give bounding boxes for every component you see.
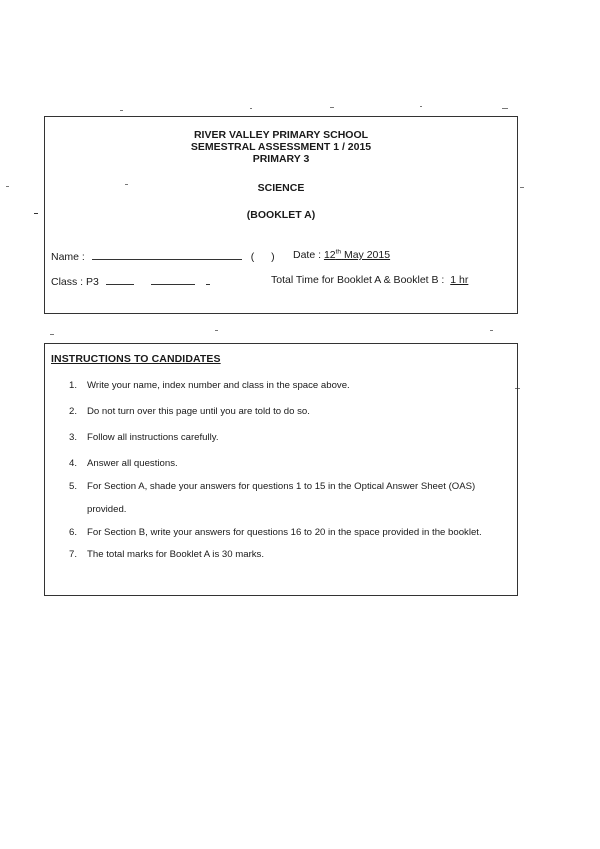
time-label: Total Time for Booklet A & Booklet B : [271,274,445,286]
instruction-item: 1. Write your name, index number and class in the space above. [69,380,350,391]
date-label: Date : [293,249,322,261]
name-blank[interactable] [92,249,242,260]
level-title: PRIMARY 3 [252,153,310,165]
instruction-item: 4. Answer all questions. [69,458,178,469]
index-open-paren: ( [250,251,255,263]
time-field [271,274,468,287]
index-close-paren: ) [271,251,275,263]
school-name: RIVER VALLEY PRIMARY SCHOOL [193,129,369,141]
class-blank-1[interactable] [106,274,134,285]
instruction-item: 3. Follow all instructions carefully. [69,432,219,443]
instruction-item-continued: provided. [87,504,127,515]
instruction-item: 7. The total marks for Booklet A is 30 marks. [69,549,265,560]
date-field [293,249,390,262]
class-label: Class : P3 [51,276,99,288]
instruction-item: 2. Do not turn over this page until you are told to do so. [69,406,310,417]
name-label: Name : [51,251,85,263]
assessment-title: SEMESTRAL ASSESSMENT 1 / 2015 [190,141,372,153]
class-field[interactable] [51,274,210,289]
header-box [44,116,518,314]
instruction-item: 6. For Section B, write your answers for questions 16 to 20 in the space provided in the booklet. [69,527,482,538]
class-blank-3 [206,274,210,285]
instructions-title: INSTRUCTIONS TO CANDIDATES [51,353,221,365]
booklet-title: (BOOKLET A) [246,209,316,221]
subject-title: SCIENCE [257,182,305,194]
time-value: 1 hr [450,274,469,286]
instructions-box [44,343,518,596]
instruction-item: 5. For Section A, shade your answers for questions 1 to 15 in the Optical Answer Sheet (OAS) [69,481,476,492]
name-field[interactable] [51,249,275,264]
date-value: 12th May 2015 [323,248,391,261]
class-blank-2[interactable] [151,274,195,285]
